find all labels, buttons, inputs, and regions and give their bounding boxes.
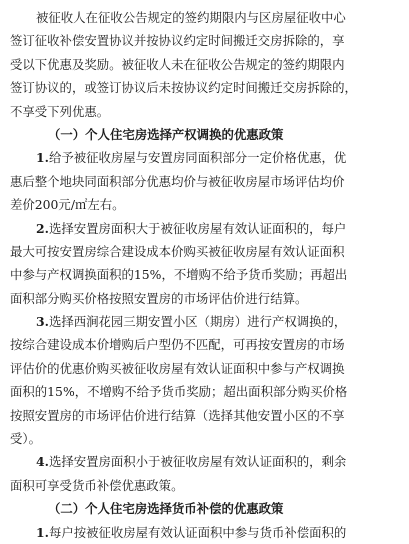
item-text: 每户按被征收房屋有效认证面积中参与货币补偿面积的: [48, 524, 347, 540]
intro-line: 签订征收补偿安置协议并按协议约定时间搬迁交房拆除的，享: [10, 33, 345, 49]
section-heading-property-exchange: （一）个人住宅房选择产权调换的优惠政策: [48, 126, 284, 142]
item-number: 4.: [36, 454, 49, 470]
intro-line: 受以下优惠及奖励。被征收人未在征收公告规定的签约期限内: [10, 56, 345, 72]
item-number: 1.: [36, 524, 49, 540]
item-3-line: 按照安置房的市场评估价进行结算（选择其他安置小区的不享: [10, 407, 345, 423]
item-3-line: 评估价的优惠价购买被征收房屋有效认证面积中参与产权调换: [10, 360, 345, 376]
item-3-line: 受）。: [10, 431, 41, 447]
item-3-first-line: [10, 310, 401, 333]
item-text: 给予被征收房屋与安置房同面积部分一定价格优惠，优: [48, 150, 347, 166]
item-4-first-line: [10, 450, 401, 473]
intro-line: 被征收人在征收公告规定的签约期限内与区房屋征收中心: [36, 10, 346, 25]
item-5-first-line: [10, 521, 401, 544]
item-2-first-line: [10, 217, 401, 240]
item-1-line: 惠后整个地块同面积部分优惠均价与被征收房屋市场评估均价: [10, 173, 345, 189]
item-number: 1.: [36, 150, 49, 166]
intro-line: 签订协议的，或签订协议后未按协议约定时间搬迁交房拆除的，: [10, 80, 357, 96]
item-4-line: 面积可享受货币补偿优惠政策。: [10, 477, 184, 493]
item-2-line: 中参与产权调换面积的15%，不增购不给予货币奖励；再超出: [10, 267, 348, 283]
intro-line: 不享受下列优惠。: [10, 103, 110, 119]
item-number: 2.: [36, 220, 49, 236]
item-number: 3.: [36, 314, 49, 330]
item-text: 选择安置房面积大于被征收房屋有效认证面积的，每户: [48, 220, 347, 236]
item-3-line: 面积的15%，不增购不给予货币奖励；超出面积部分购买价格: [10, 384, 348, 400]
item-1-first-line: [10, 146, 401, 169]
item-1-line: 差价200元/㎡左右。: [10, 197, 125, 213]
section-heading-monetary-compensation: （二）个人住宅房选择货币补偿的优惠政策: [48, 501, 284, 517]
item-2-line: 最大可按安置房综合建设成本价购买被征收房屋有效认证面积: [10, 243, 345, 259]
item-3-line: 按综合建设成本价增购后户型仍不匹配，可再按安置房的市场: [10, 337, 345, 353]
item-2-line: 面积部分购买价格按照安置房的市场评估价进行结算。: [10, 290, 308, 306]
item-text: 选择西涧花园三期安置小区（期房）进行产权调换的，: [48, 314, 347, 330]
item-text: 选择安置房面积小于被征收房屋有效认证面积的，剩余: [48, 454, 347, 470]
